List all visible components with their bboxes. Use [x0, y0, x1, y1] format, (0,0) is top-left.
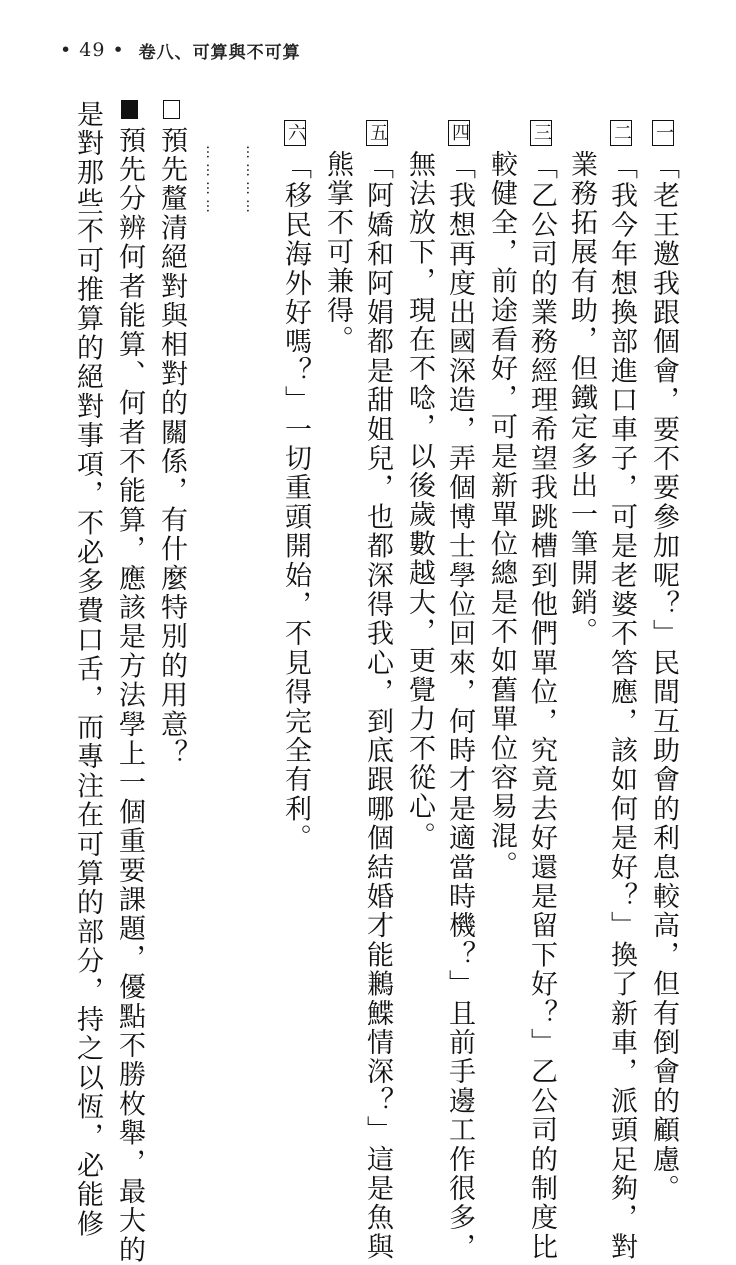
item-5-line-1: 五「阿嬌和阿娟都是甜姐兒，也都深得我心，到底跟哪個結婚才能鶼鰈情深？」這是魚與	[362, 120, 392, 1262]
ellipsis-1: …………	[243, 145, 259, 217]
item-5-marker: 五	[366, 120, 388, 146]
chapter-title: 卷八、可算與不可算	[138, 42, 301, 63]
answer-line-2: 是對那些不可推算的絕對事項，不必多費口舌，而專注在可算的部分，持之以恆，必能修	[72, 100, 103, 1239]
ellipsis-2: …………	[203, 145, 219, 217]
item-1-marker: 一	[652, 120, 674, 146]
item-2-marker: 二	[610, 120, 632, 146]
item-1-line-1: 一「老王邀我跟個會，要不要參加呢？」民間互助會的利息較高，但有倒會的顧慮。	[648, 120, 678, 1203]
item-3-marker: 三	[530, 120, 552, 146]
question-line: 預先釐清絕對與相對的關係，有什麼特別的用意？	[156, 100, 186, 768]
item-5-line-2: 熊掌不可兼得。	[322, 150, 353, 355]
item-4-marker: 四	[448, 120, 470, 146]
item-2-line-1: 二「我今年想換部進口車子，可是老婆不答應，該如何是好？」換了新車，派頭足夠，對	[606, 120, 636, 1262]
item-3-line-1: 三「乙公司的業務經理希望我跳槽到他們單位，究竟去好還是留下好？」乙公司的制度比	[526, 120, 556, 1262]
item-3-line-2: 較健全，前途看好，可是新單位總是不如舊單位容易混。	[486, 150, 517, 880]
page-header	[60, 38, 301, 62]
answer-box-icon	[121, 100, 138, 119]
answer-line-1: 預先分辨何者能算、何者不能算，應該是方法學上一個重要課題，優點不勝枚舉，最大的	[114, 100, 144, 1265]
item-2-line-2: 業務拓展有助，但鐵定多出一筆開銷。	[566, 150, 597, 647]
question-box-icon	[163, 100, 180, 119]
page-number: • 49 •	[60, 39, 125, 61]
item-4-line-2: 無法放下，現在不唸，以後歲數越大，更覺力不從心。	[404, 150, 435, 851]
item-6-marker: 六	[284, 120, 306, 146]
item-4-line-1: 四「我想再度出國深造，弄個博士學位回來，何時才是適當時機？」且前手邊工作很多，	[444, 120, 474, 1262]
item-6-line-1: 六「移民海外好嗎？」一切重頭開始，不見得完全有利。	[280, 120, 310, 853]
